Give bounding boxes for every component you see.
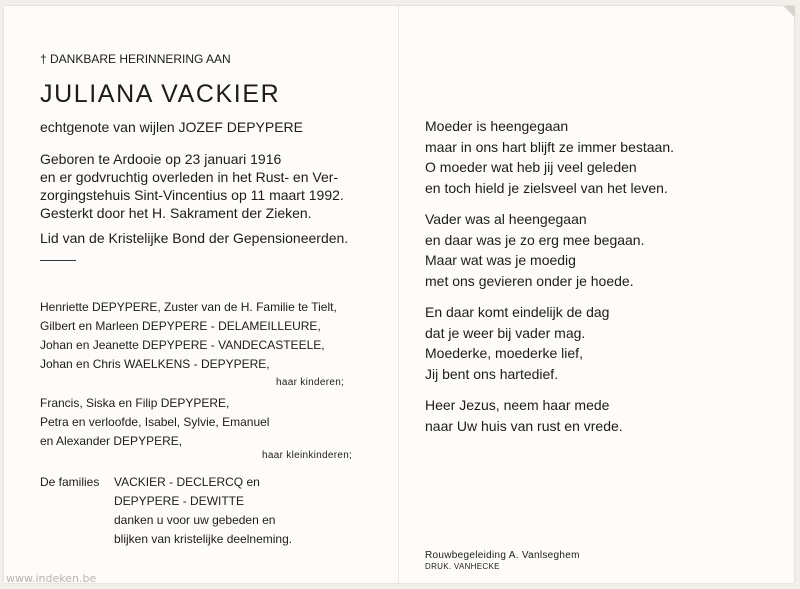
grandchild-line: Petra en verloofde, Isabel, Sylvie, Emanuel bbox=[40, 415, 270, 429]
bio-line: en er godvruchtig overleden in het Rust- en Ver- bbox=[40, 169, 339, 185]
family-name: DEPYPERE - DEWITTE bbox=[114, 494, 245, 508]
poem-line: met ons gevieren onder je hoede. bbox=[425, 273, 634, 289]
child-line: Johan en Chris WAELKENS - DEPYPERE, bbox=[40, 357, 270, 371]
poem-line: Vader was al heengegaan bbox=[425, 211, 587, 227]
funeral-director: Rouwbegeleiding A. Vanlseghem bbox=[425, 550, 580, 561]
poem-line: Heer Jezus, neem haar mede bbox=[425, 397, 610, 413]
watermark: www.indeken.be bbox=[6, 572, 97, 585]
divider-rule bbox=[40, 260, 76, 261]
poem-line: Jij bent ons hartedief. bbox=[425, 366, 559, 382]
fold-line bbox=[398, 6, 399, 583]
child-line: Henriette DEPYPERE, Zuster van de H. Familie te Tielt, bbox=[40, 300, 337, 314]
poem-line: Maar wat was je moedig bbox=[425, 252, 576, 268]
families-intro: De families bbox=[40, 475, 100, 489]
poem-line: en toch hield je zielsveel van het leven. bbox=[425, 180, 668, 196]
poem-line: Moederke, moederke lief, bbox=[425, 345, 583, 361]
poem-line: dat je weer bij vader mag. bbox=[425, 325, 586, 341]
header-text: † DANKBARE HERINNERING AAN bbox=[40, 52, 231, 66]
children-label: haar kinderen; bbox=[276, 377, 345, 388]
poem-line: naar Uw huis van rust en vrede. bbox=[425, 418, 623, 434]
grandchild-line: Francis, Siska en Filip DEPYPERE, bbox=[40, 396, 230, 410]
child-line: Johan en Jeanette DEPYPERE - VANDECASTEELE, bbox=[40, 338, 325, 352]
printer-credit: DRUK. VANHECKE bbox=[425, 562, 500, 571]
bio-line: Geboren te Ardooie op 23 januari 1916 bbox=[40, 151, 282, 167]
bio-line: zorgingstehuis Sint-Vincentius op 11 maart 1992. bbox=[40, 187, 344, 203]
poem-line: En daar komt eindelijk de dag bbox=[425, 304, 610, 320]
poem-line: O moeder wat heb jij veel geleden bbox=[425, 159, 637, 175]
membership-line: Lid van de Kristelijke Bond der Gepensioneerden. bbox=[40, 230, 349, 246]
family-name: VACKIER - DECLERCQ en bbox=[114, 475, 260, 489]
poem-line: Moeder is heengegaan bbox=[425, 118, 569, 134]
bio-line: Gesterkt door het H. Sakrament der Zieken. bbox=[40, 205, 312, 221]
child-line: Gilbert en Marleen DEPYPERE - DELAMEILLEURE, bbox=[40, 319, 321, 333]
spouse-line: echtgenote van wijlen JOZEF DEPYPERE bbox=[40, 119, 304, 135]
grandchild-line: en Alexander DEPYPERE, bbox=[40, 434, 183, 448]
thanks-line: danken u voor uw gebeden en bbox=[114, 513, 276, 527]
page-corner bbox=[783, 6, 795, 18]
poem-line: maar in ons hart blijft ze immer bestaan. bbox=[425, 139, 674, 155]
thanks-line: blijken van kristelijke deelneming. bbox=[114, 532, 293, 546]
poem-line: en daar was je zo erg mee begaan. bbox=[425, 232, 645, 248]
grandchildren-label: haar kleinkinderen; bbox=[262, 450, 353, 461]
deceased-name: JULIANA VACKIER bbox=[40, 80, 281, 108]
